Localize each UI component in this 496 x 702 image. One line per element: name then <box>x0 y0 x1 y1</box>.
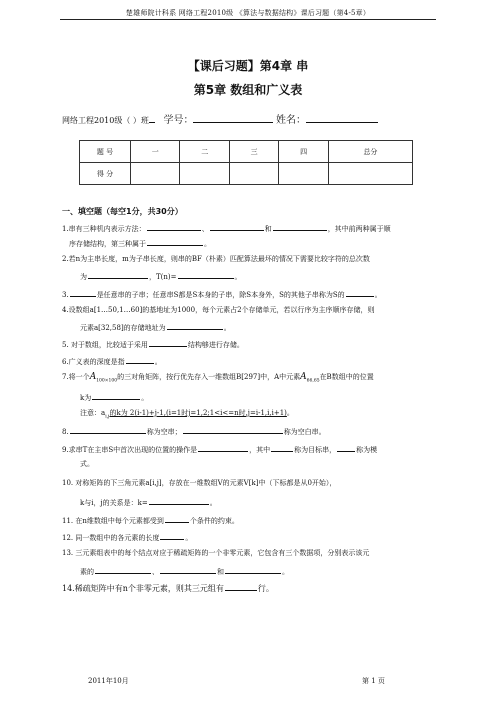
question-11 <box>62 514 239 526</box>
answer-blank[interactable] <box>225 565 281 574</box>
question-3 <box>62 288 382 300</box>
score-cell: 一 <box>131 141 180 163</box>
q-text: 9.求串T在主串S中首次出现的位置的操作是 <box>62 446 198 454</box>
answer-blank[interactable] <box>126 355 154 364</box>
score-input[interactable] <box>279 163 328 185</box>
section-title: 一、填空题（每空1分，共30分） <box>62 207 183 216</box>
answer-blank[interactable] <box>92 391 140 400</box>
question-1 <box>62 222 391 234</box>
answer-blank[interactable] <box>225 582 257 591</box>
header-divider <box>60 19 436 20</box>
question-9 <box>62 443 377 455</box>
question-2-cont <box>80 270 242 282</box>
q-text: 6.广义表的深度是指 <box>62 358 125 366</box>
q-text: ，其中 <box>249 446 271 454</box>
id-label: 学号： <box>163 115 194 126</box>
q-text: ，其中前两种属于顺 <box>327 225 391 233</box>
q-text: 1.串有三种机内表示方法： <box>62 225 146 233</box>
chapter-title: 【课后习题】第4章 串 <box>187 59 309 73</box>
answer-blank[interactable] <box>337 443 355 452</box>
question-2 <box>62 254 370 264</box>
q-text: 。 <box>185 534 193 542</box>
answer-blank[interactable] <box>147 237 203 246</box>
score-cell: 题 号 <box>80 141 131 163</box>
q-text: 个条件的约束。 <box>189 517 239 525</box>
q-text: 。 <box>234 273 242 281</box>
question-7 <box>62 372 374 386</box>
question-4 <box>62 305 375 315</box>
q-text: 和 <box>217 568 224 576</box>
score-cell: 四 <box>279 141 328 163</box>
q-text: 。 <box>282 568 289 576</box>
score-header-row <box>80 141 413 163</box>
answer-blank[interactable] <box>88 270 148 279</box>
q-text: 。 <box>209 499 217 507</box>
question-8 <box>62 425 326 437</box>
q-text: 7.将一个 <box>62 373 90 381</box>
question-5 <box>62 338 244 350</box>
answer-blank[interactable] <box>346 288 374 297</box>
q-text: 2.若n为主串长度，m为子串长度，则串的BF（朴素）匹配算法最坏的情况下需要比较字符的总次数 <box>62 255 370 263</box>
score-table <box>79 140 413 185</box>
q-text: 13. 三元素组表中的每个结点对应于稀疏矩阵的一个非零元素，它包含有三个数据项，分别表示该元 <box>62 549 370 557</box>
q-text: 。 <box>154 358 162 366</box>
answer-blank[interactable] <box>183 425 283 434</box>
q-text: 行。 <box>257 584 274 593</box>
score-cell: 得 分 <box>80 163 131 185</box>
name-blank[interactable] <box>306 113 378 123</box>
q-text: 。 <box>204 240 211 248</box>
q-text: 11. 在n维数组中每个元素都受到 <box>62 517 164 525</box>
q-text: 5. 对于数组，比较适于采用 <box>62 341 148 349</box>
class-label: 网络工程2010级（ ）班 <box>62 116 149 125</box>
score-value-row <box>80 163 413 185</box>
score-cell: 二 <box>180 141 229 163</box>
q-text: 。 <box>223 324 231 332</box>
score-cell: 三 <box>229 141 278 163</box>
question-10 <box>62 478 336 488</box>
q-text: 8. <box>62 428 69 436</box>
answer-blank[interactable] <box>210 222 264 231</box>
q-text: k为 <box>80 394 92 402</box>
q-text: 3. <box>62 291 69 299</box>
answer-blank[interactable] <box>178 270 234 279</box>
score-input[interactable] <box>328 163 412 185</box>
answer-blank[interactable] <box>167 321 223 330</box>
q-text: 、 <box>152 568 159 576</box>
question-14 <box>62 582 274 594</box>
q-text: ，T(n)= <box>149 273 177 281</box>
chapter-subtitle: 第5章 数组和广义表 <box>193 83 303 97</box>
question-7-note <box>80 408 294 422</box>
matrix-symbol: A <box>300 372 307 382</box>
answer-blank[interactable] <box>147 222 201 231</box>
matrix-symbol: A <box>89 372 97 382</box>
q-text: 结构够进行存储。 <box>187 341 244 349</box>
question-7-cont <box>80 391 148 403</box>
q-text: 、 <box>201 225 209 233</box>
answer-blank[interactable] <box>165 514 189 523</box>
q-subscript: i,j <box>105 414 110 420</box>
q-text: 式。 <box>80 460 94 468</box>
answer-blank[interactable] <box>160 531 184 540</box>
q-text: 14.稀疏矩阵中有n个非零元素，则其三元组有 <box>62 584 224 593</box>
q-text: 称为目标串， <box>294 446 337 454</box>
q-text: 称为空白串。 <box>283 428 326 436</box>
q-subscript: 100×100 <box>96 378 118 384</box>
question-1-cont <box>69 237 211 249</box>
answer-blank[interactable] <box>160 565 216 574</box>
q-text: 的k为 2(i-1)+j-1,(i=1时j=1,2;1<i<=n时,j=i-1,i,i+1) <box>109 409 287 417</box>
q-text: 元素a[32,58]的存储地址为 <box>80 324 166 332</box>
q-text: 10. 对称矩阵的下三角元素a[i,j]，存放在一维数组V的元素V[k]中（下标都是从0开始）， <box>62 479 337 487</box>
question-4-cont <box>80 321 231 333</box>
q-text: 在B数组中的位置 <box>319 373 374 381</box>
q-text: 4.设数组a[1…50,1…60]的基地址为1000，每个元素占2个存储单元，若以行序为主序顺序存储，则 <box>62 306 375 314</box>
name-label: 姓名： <box>276 115 306 126</box>
q-text: 称为空串； <box>146 428 182 436</box>
q-text: 。 <box>374 291 382 299</box>
question-6 <box>62 355 162 367</box>
answer-blank[interactable] <box>198 443 248 452</box>
q-text: 是任意串的子串；任意串S都是S本身的子串，除S本身外，S的其他子串称为S的 <box>96 291 345 299</box>
q-text: 序存储结构，第三种属于 <box>69 240 146 248</box>
q-text: 。 <box>286 409 294 417</box>
score-input[interactable] <box>229 163 278 185</box>
q-text: 素的 <box>80 568 94 576</box>
question-10-cont <box>80 496 217 508</box>
answer-blank[interactable] <box>70 425 146 434</box>
q-text: 12. 同一数组中的各元素的长度 <box>62 534 160 542</box>
answer-blank[interactable] <box>271 443 293 452</box>
q-text: 注意：a <box>80 409 106 417</box>
class-blank[interactable] <box>149 113 155 123</box>
question-13 <box>62 548 369 558</box>
q-text: 的三对角矩阵，按行优先存入一维数组B[297]中，A中元素 <box>117 373 301 381</box>
q-subscript: 66,65 <box>306 378 320 384</box>
answer-blank[interactable] <box>149 338 187 347</box>
id-blank[interactable] <box>193 113 273 123</box>
answer-blank[interactable] <box>273 222 327 231</box>
question-9-cont <box>80 459 94 469</box>
answer-blank[interactable] <box>70 288 96 297</box>
score-cell: 总分 <box>328 141 412 163</box>
q-text: 。 <box>141 394 149 402</box>
answer-blank[interactable] <box>95 565 151 574</box>
student-info <box>62 111 378 126</box>
footer-date: 2011年10月 <box>88 677 129 685</box>
score-input[interactable] <box>180 163 229 185</box>
page-header: 楚雄师院计科系 网络工程2010级 《算法与数据结构》课后习题（第4-5章） <box>125 9 371 17</box>
q-text: 和 <box>264 225 272 233</box>
question-12 <box>62 531 192 543</box>
score-input[interactable] <box>131 163 180 185</box>
question-13-cont <box>80 565 289 577</box>
q-text: 为 <box>80 273 87 281</box>
q-text: 称为模 <box>356 446 378 454</box>
answer-blank[interactable] <box>149 496 209 505</box>
footer-page-number: 第 1 页 <box>362 677 385 685</box>
q-text: k与i，j的关系是：k= <box>80 499 148 507</box>
